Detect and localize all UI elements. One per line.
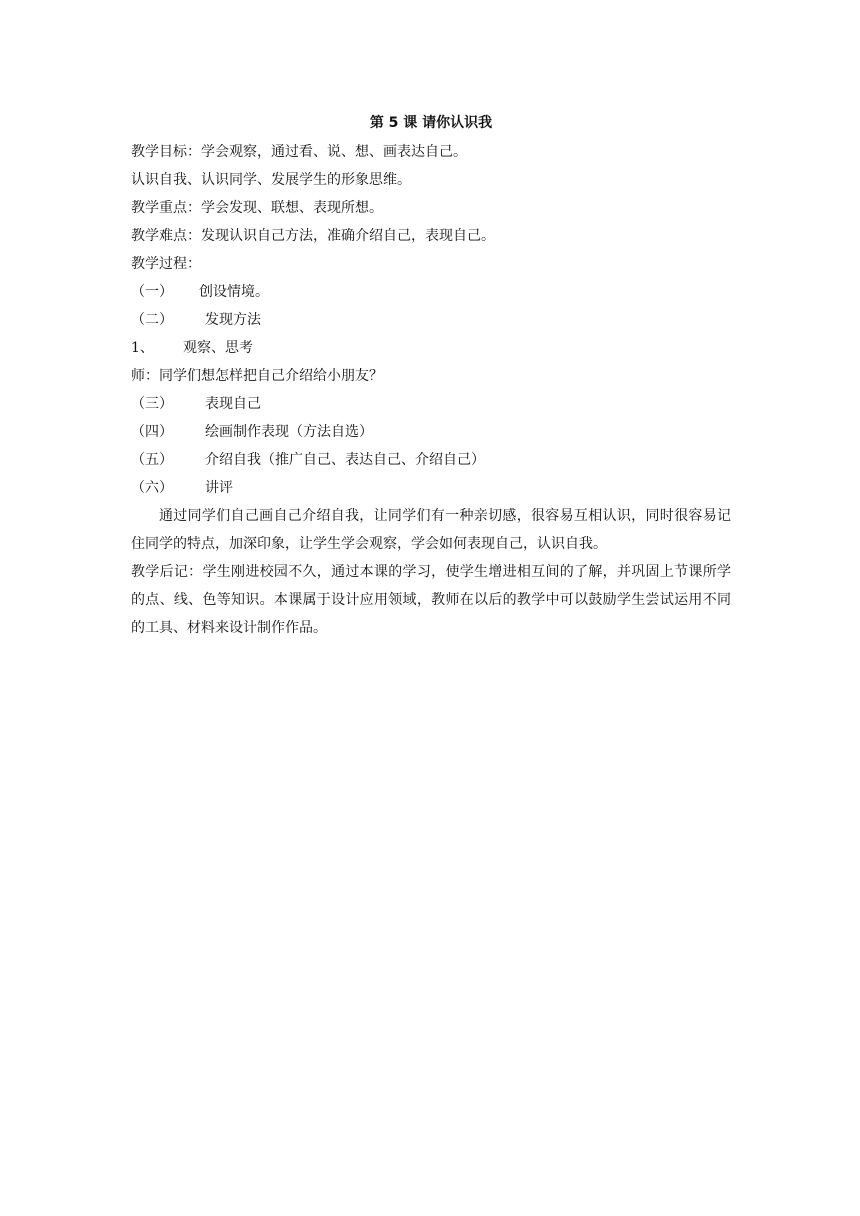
step-number: （三）: [131, 396, 173, 412]
step-text: 发现方法: [205, 312, 261, 328]
step-item: [131, 390, 731, 418]
key-point: 教学重点：学会发现、联想、表现所想。: [131, 200, 383, 216]
step-item: [131, 306, 731, 334]
step-number: （一）: [131, 284, 173, 300]
summary-paragraph: 通过同学们自己画自己介绍自我，让同学们有一种亲切感，很容易互相认识，同时很容易记住同学的特点，加深印象，让学生学会观察，学会如何表现自己，认识自我。: [131, 508, 731, 552]
step-item: [131, 446, 731, 474]
sub-step-item: [131, 334, 731, 362]
sub-step-number: 1、: [131, 340, 154, 356]
step-item: [131, 278, 731, 306]
difficulty: 教学难点：发现认识自己方法，准确介绍自己，表现自己。: [131, 228, 495, 244]
step-number: （二）: [131, 312, 173, 328]
step-text: 表现自己: [205, 396, 261, 412]
afterword-paragraph: 教学后记：学生刚进校园不久，通过本课的学习，使学生增进相互间的了解，并巩固上节课所学的点、线、色等知识。本课属于设计应用领域，教师在以后的教学中可以鼓励学生尝试运用不同的工具、材料来设计制作作品。: [131, 564, 731, 636]
teaching-goal-continued: 认识自我、认识同学、发展学生的形象思维。: [131, 172, 411, 188]
step-number: （六）: [131, 480, 173, 496]
step-number: （四）: [131, 424, 173, 440]
step-text: 介绍自我（推广自己、表达自己、介绍自己）: [205, 452, 485, 468]
document-page: [131, 108, 731, 642]
teaching-goal: 教学目标：学会观察，通过看、说、想、画表达自己。: [131, 144, 467, 160]
process-label: 教学过程：: [131, 256, 201, 272]
step-text: 绘画制作表现（方法自选）: [205, 424, 373, 440]
step-text: 创设情境。: [199, 284, 269, 300]
lesson-title: 第 5 课 请你认识我: [369, 115, 493, 131]
step-text: 讲评: [205, 480, 233, 496]
step-number: （五）: [131, 452, 173, 468]
step-item: [131, 474, 731, 502]
teacher-question: 师：同学们想怎样把自己介绍给小朋友？: [131, 368, 383, 384]
sub-step-text: 观察、思考: [183, 340, 253, 356]
step-item: [131, 418, 731, 446]
